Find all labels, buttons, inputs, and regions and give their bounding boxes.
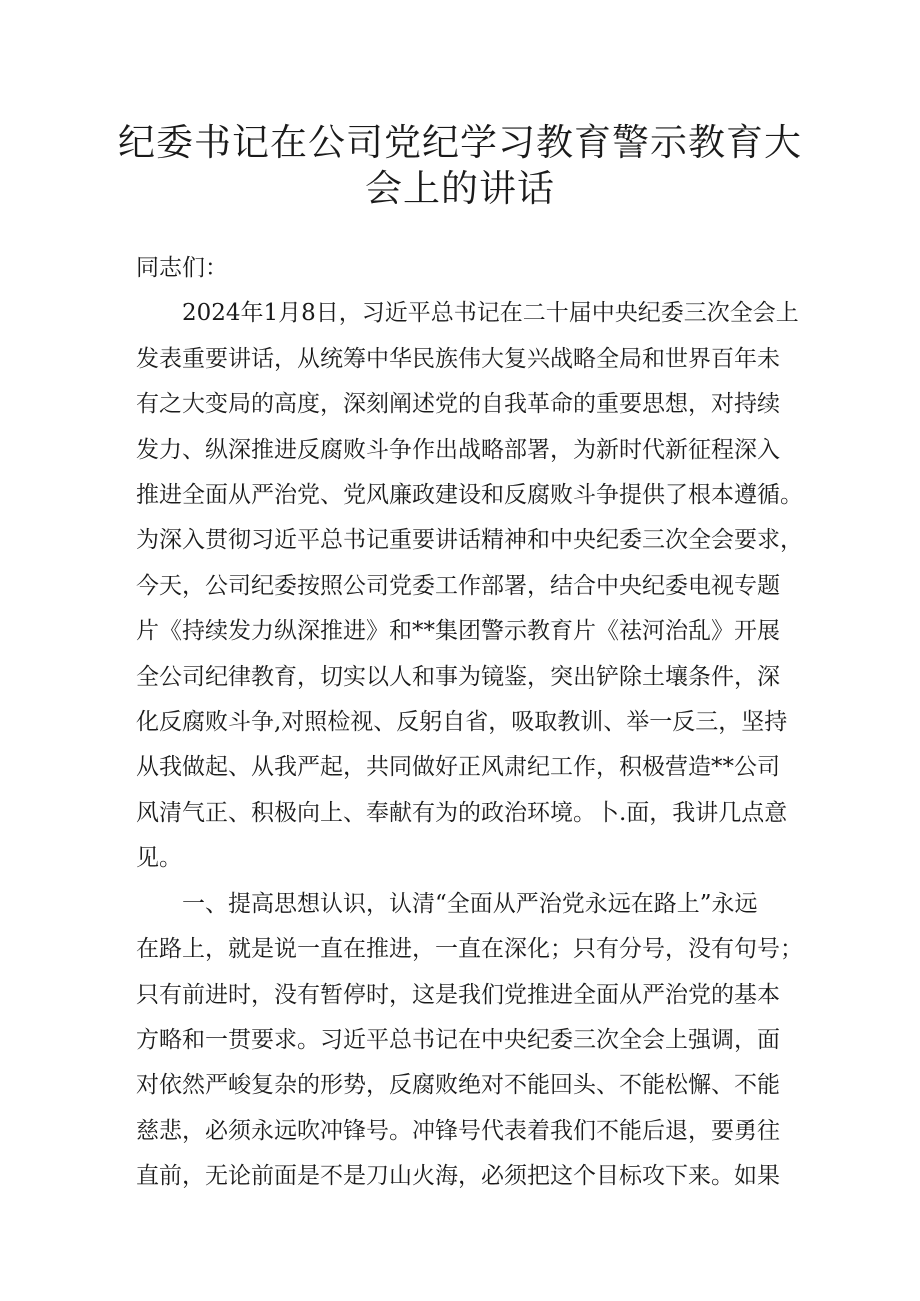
paragraph-line: 方略和一贯要求。习近平总书记在中央纪委三次全会上强调，面 <box>136 1026 780 1053</box>
paragraph-line: 有之大变局的高度，深刻阐述党的自我革命的重要思想，对持续 <box>136 391 780 418</box>
paragraph-line: 只有前进时，没有暂停时，这是我们党推进全面从严治党的基本 <box>136 981 780 1008</box>
paragraph-line: 见。 <box>136 845 182 872</box>
paragraph-line: 在路上，就是说一直在推进，一直在深化；只有分号，没有句号； <box>136 936 803 963</box>
title-line: 纪委书记在公司党纪学习教育警示教育大 <box>118 121 802 164</box>
paragraph-line: 从我做起、从我严起，共同做好正风肃纪工作，积极营造**公司 <box>136 754 780 781</box>
paragraph-line: 2024年1月8日，习近平总书记在二十届中央纪委三次全会上 <box>182 300 799 327</box>
document-body <box>136 246 803 1200</box>
paragraph-line: 发表重要讲话，从统筹中华民族伟大复兴战略全局和世界百年未 <box>136 345 780 372</box>
paragraph-line: 今天，公司纪委按照公司党委工作部署，结合中央纪委电视专题 <box>136 572 780 599</box>
paragraph-line: 为深入贯彻习近平总书记重要讲话精神和中央纪委三次全会要求， <box>136 527 803 554</box>
salutation: 同志们： <box>136 255 228 281</box>
paragraph-line: 推进全面从严治党、党风廉政建设和反腐败斗争提供了根本遵循。 <box>136 482 803 509</box>
paragraph-line: 化反腐败斗争,对照检视、反躬自省，吸取教训、举一反三，坚持 <box>136 709 788 736</box>
paragraph-2 <box>136 882 803 1200</box>
paragraph-line: 全公司纪律教育，切实以人和事为镜鉴，突出铲除土壤条件，深 <box>136 663 780 690</box>
paragraph-line: 发力、纵深推进反腐败斗争作出战略部署，为新时代新征程深入 <box>136 436 780 463</box>
paragraph-line: 片《持续发力纵深推进》和**集团警示教育片《祛河治乱》开展 <box>136 618 780 645</box>
paragraph-line: 对依然严峻复杂的形势，反腐败绝对不能回头、不能松懈、不能 <box>136 1072 780 1099</box>
paragraph-line: 直前，无论前面是不是刀山火海，必须把这个目标攻下来。如果 <box>136 1163 780 1190</box>
paragraph-line: 风清气正、积极向上、奉献有为的政治环境。卜.面，我讲几点意 <box>136 799 788 826</box>
paragraph-line: 慈悲，必须永远吹冲锋号。冲锋号代表着我们不能后退，要勇往 <box>136 1117 780 1144</box>
title-line: 会上的讲话 <box>365 167 555 210</box>
document-title <box>110 120 810 212</box>
paragraph-1 <box>136 291 803 881</box>
paragraph-line: 一、提高思想认识，认清“全面从严治党永远在路上”永远 <box>182 890 758 917</box>
